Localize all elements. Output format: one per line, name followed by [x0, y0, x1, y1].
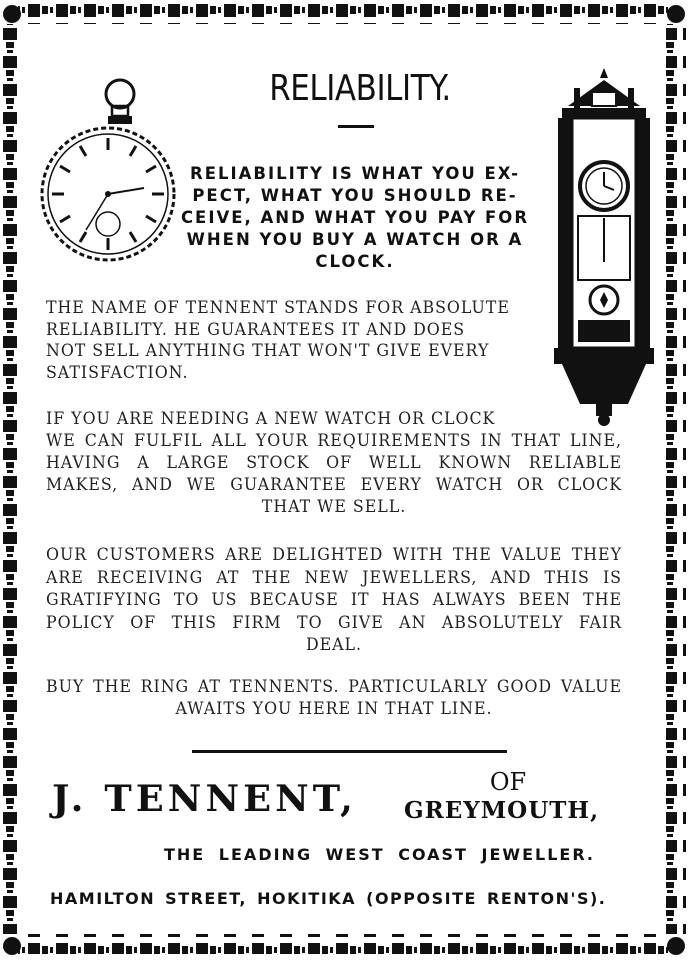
- paragraph-line: WE CAN FULFIL ALL YOUR REQUIREMENTS IN THAT LINE,: [46, 431, 622, 450]
- lead-line: WHEN YOU BUY A WATCH OR A: [186, 230, 524, 249]
- business-town: GREYMOUTH,: [404, 797, 600, 824]
- paragraph-line: GRATIFYING TO US BECAUSE IT HAS ALWAYS BEEN THE: [46, 590, 622, 609]
- paragraph-line: NOT SELL ANYTHING THAT WON'T GIVE EVERY: [46, 341, 490, 360]
- paragraph-customers: [46, 544, 622, 657]
- business-name: J. TENNENT,: [52, 778, 358, 820]
- tagline: THE LEADING WEST COAST JEWELLER.: [164, 845, 596, 864]
- lead-line: CEIVE, AND WHAT YOU PAY FOR: [180, 208, 530, 227]
- paragraph-rings: [46, 676, 622, 720]
- paragraph-line: DEAL.: [305, 635, 363, 654]
- paragraph-line: RELIABILITY. HE GUARANTEES IT AND DOES: [46, 319, 466, 339]
- paragraph-line: OUR CUSTOMERS ARE DELIGHTED WITH THE VALUE THEY: [46, 545, 622, 564]
- paragraph-line: SATISFACTION.: [46, 362, 189, 382]
- lead-line: PECT, WHAT YOU SHOULD RE-: [192, 186, 518, 205]
- paragraph-line: IF YOU ARE NEEDING A NEW WATCH OR CLOCK: [46, 409, 496, 428]
- headline: RELIABILITY.: [269, 68, 451, 109]
- address: HAMILTON STREET, HOKITIKA (OPPOSITE RENTON'S).: [50, 889, 607, 908]
- paragraph-line: BUY THE RING AT TENNENTS. PARTICULARLY GOOD VALUE: [46, 677, 622, 696]
- paragraph-line: POLICY OF THIS FIRM TO GIVE AN ABSOLUTELY FAIR: [46, 612, 622, 632]
- pocket-watch-icon: [36, 72, 186, 262]
- headline-underline: [338, 125, 374, 128]
- paragraph-line: MAKES, AND WE GUARANTEE EVERY WATCH OR CLOCK: [46, 475, 622, 494]
- paragraph-line: THAT WE SELL.: [261, 497, 407, 516]
- paragraph-line: HAVING A LARGE STOCK OF WELL KNOWN RELIABLE: [46, 453, 622, 472]
- grandfather-clock-icon: [552, 66, 656, 428]
- lead-statement: [180, 163, 530, 273]
- paragraph-stock: [46, 408, 622, 518]
- signature-of: OF: [489, 768, 527, 796]
- paragraph-line: THE NAME OF TENNENT STANDS FOR ABSOLUTE: [46, 298, 510, 317]
- paragraph-line: ARE RECEIVING AT THE NEW JEWELLERS, AND THIS IS: [46, 567, 622, 587]
- paragraph-reputation: [46, 297, 516, 383]
- paragraph-line: AWAITS YOU HERE IN THAT LINE.: [175, 699, 493, 718]
- divider-rule: [192, 750, 507, 753]
- lead-line: CLOCK.: [315, 252, 395, 271]
- lead-line: RELIABILITY IS WHAT YOU EX-: [189, 164, 520, 183]
